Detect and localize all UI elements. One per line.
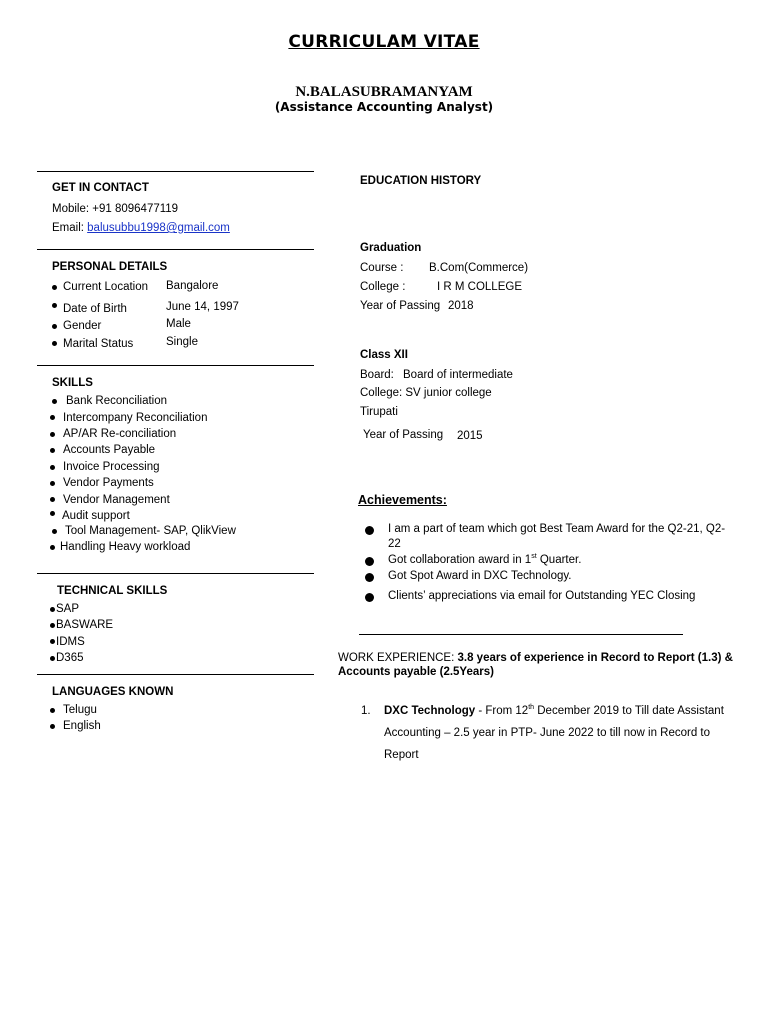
achievement-item-2-sup: st — [531, 553, 537, 561]
course-label: Course : — [360, 262, 404, 274]
achievement-item-3: Got Spot Award in DXC Technology. — [388, 570, 572, 582]
divider-contact-top — [37, 171, 314, 172]
achievement-item-2 — [388, 554, 581, 566]
candidate-role: (Assistance Accounting Analyst) — [274, 100, 494, 114]
technical-heading: TECHNICAL SKILLS — [57, 585, 168, 597]
personal-label-dob: Date of Birth — [63, 303, 127, 315]
skill-item: Handling Heavy workload — [60, 541, 191, 553]
personal-label-marital: Marital Status — [63, 338, 134, 350]
class12-year-label: Year of Passing — [363, 429, 444, 441]
candidate-name: N.BALASUBRAMANYAM — [295, 84, 473, 100]
email-link[interactable]: balusubbu1998@gmail.com — [87, 222, 230, 234]
bullet-icon — [52, 285, 57, 290]
bullet-icon — [50, 545, 55, 550]
personal-value-gender: Male — [166, 318, 191, 330]
graduation-heading: Graduation — [360, 242, 422, 254]
contact-heading: GET IN CONTACT — [52, 182, 149, 194]
work-entry-line1-text: - From 12 — [475, 705, 529, 717]
work-label: WORK EXPERIENCE: — [338, 652, 458, 664]
work-entry-line1 — [384, 705, 724, 717]
bullet-icon — [50, 724, 55, 729]
grad-year-label: Year of Passing — [360, 300, 441, 312]
bullet-icon — [50, 639, 55, 644]
bullet-icon — [50, 465, 55, 470]
personal-label-location: Current Location — [63, 281, 149, 293]
college-label: College : — [360, 281, 406, 293]
personal-heading: PERSONAL DETAILS — [52, 261, 168, 273]
achievement-item-2-text: Got collaboration award in 1 — [388, 554, 532, 566]
language-item: English — [63, 720, 101, 732]
achievement-item-1-line1: I am a part of team which got Best Team Award for the Q2-21, Q2- — [388, 523, 726, 535]
work-summary-text: 3.8 years of experience in Record to Report (1.3) & — [457, 652, 733, 664]
work-entry-number: 1. — [361, 705, 371, 717]
class12-college: College: SV junior college — [360, 387, 492, 399]
skill-item: Tool Management- SAP, QlikView — [65, 525, 236, 537]
bullet-icon — [50, 511, 55, 516]
bullet-icon — [50, 607, 55, 612]
contact-mobile: Mobile: +91 8096477119 — [52, 203, 179, 215]
achievement-item-1-line2: 22 — [388, 538, 401, 550]
technical-item: D365 — [56, 652, 84, 664]
skill-item: Invoice Processing — [63, 461, 160, 473]
skill-item: Intercompany Reconciliation — [63, 412, 208, 424]
board-label: Board: — [360, 369, 394, 381]
technical-item: SAP — [56, 603, 80, 615]
class12-city: Tirupati — [360, 406, 398, 418]
education-heading: EDUCATION HISTORY — [360, 175, 482, 187]
bullet-icon — [52, 341, 57, 346]
skill-item: Audit support — [62, 510, 130, 522]
skill-item: Bank Reconciliation — [66, 395, 168, 407]
skill-item: Vendor Management — [63, 494, 170, 506]
achievement-item-4: Clients’ appreciations via email for Outstanding YEC Closing — [388, 590, 696, 602]
work-entry-line3: Report — [384, 749, 419, 761]
bullet-icon — [52, 303, 57, 308]
divider-work-top — [359, 634, 683, 635]
bullet-icon — [52, 324, 57, 329]
bullet-icon — [50, 448, 55, 453]
work-entry-line2: Accounting – 2.5 year in PTP- June 2022 to till now in Record to — [384, 727, 711, 739]
board-value: Board of intermediate — [403, 369, 513, 381]
divider-skills-top — [37, 365, 314, 366]
skill-item: AP/AR Re-conciliation — [63, 428, 177, 440]
personal-value-location: Bangalore — [166, 280, 219, 292]
bullet-icon — [50, 415, 55, 420]
bullet-icon — [50, 623, 55, 628]
personal-value-dob: June 14, 1997 — [166, 301, 239, 313]
divider-technical-top — [37, 573, 314, 574]
work-summary-line2: Accounts payable (2.5Years) — [338, 666, 494, 678]
bullet-icon — [52, 529, 57, 534]
bullet-icon — [50, 432, 55, 437]
bullet-icon — [50, 481, 55, 486]
divider-languages-top — [37, 674, 314, 675]
class12-heading: Class XII — [360, 349, 408, 361]
bullet-icon — [365, 593, 374, 602]
course-value: B.Com(Commerce) — [429, 262, 529, 274]
bullet-icon — [52, 399, 57, 404]
skills-heading: SKILLS — [52, 377, 93, 389]
technical-item: IDMS — [56, 636, 85, 648]
document-title: CURRICULAM VITAE — [288, 32, 480, 52]
college-value: I R M COLLEGE — [437, 281, 522, 293]
skill-item: Vendor Payments — [63, 477, 154, 489]
skill-item: Accounts Payable — [63, 444, 156, 456]
achievement-item-2-suffix: Quarter. — [536, 554, 582, 566]
personal-value-marital: Single — [166, 336, 198, 348]
achievements-heading: Achievements: — [358, 493, 447, 507]
divider-personal-top — [37, 249, 314, 250]
contact-email-row — [52, 222, 230, 234]
bullet-icon — [50, 708, 55, 713]
work-entry-sup: th — [528, 704, 535, 712]
personal-label-gender: Gender — [63, 320, 102, 332]
class12-year-value: 2015 — [457, 430, 483, 442]
languages-heading: LANGUAGES KNOWN — [52, 686, 174, 698]
grad-year-value: 2018 — [448, 300, 474, 312]
bullet-icon — [365, 557, 374, 566]
bullet-icon — [365, 573, 374, 582]
bullet-icon — [50, 497, 55, 502]
contact-email-label: Email: — [52, 222, 88, 234]
language-item: Telugu — [63, 704, 97, 716]
bullet-icon — [365, 526, 374, 535]
technical-item: BASWARE — [56, 619, 114, 631]
bullet-icon — [50, 656, 55, 661]
work-summary-line1 — [338, 652, 733, 664]
work-company: DXC Technology — [384, 705, 476, 717]
work-entry-line1-suffix: December 2019 to Till date Assistant — [534, 705, 724, 717]
